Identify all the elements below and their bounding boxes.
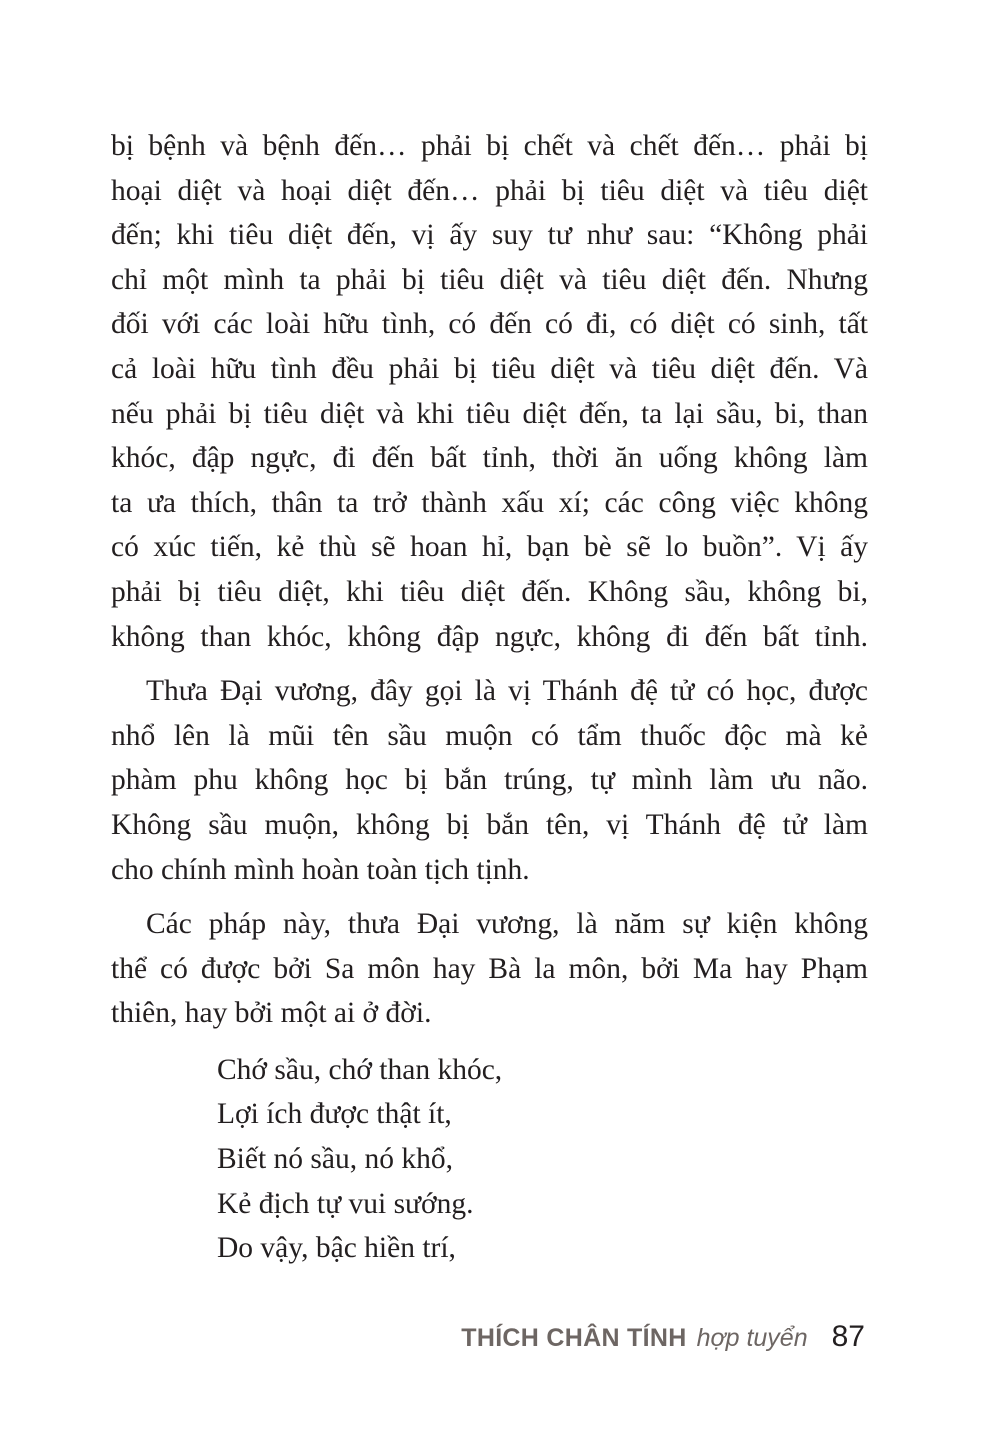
footer-subtitle: hợp tuyển bbox=[696, 1324, 808, 1352]
paragraph-3 bbox=[111, 902, 868, 1036]
verse-line: Chớ sầu, chớ than khóc, bbox=[217, 1053, 503, 1086]
text-line: đến; khi tiêu diệt đến, vị ấy suy tư như sau: “Không phải bbox=[111, 219, 868, 252]
verse-line: Biết nó sầu, nó khổ, bbox=[217, 1143, 453, 1176]
paragraph-2 bbox=[111, 669, 868, 892]
footer-author: THÍCH CHÂN TÍNH bbox=[461, 1324, 687, 1352]
text-line: Thưa Đại vương, đây gọi là vị Thánh đệ tử có học, được bbox=[146, 675, 868, 708]
paragraph-1 bbox=[111, 124, 868, 659]
text-line: nhổ lên là mũi tên sầu muộn có tẩm thuốc độc mà kẻ bbox=[111, 719, 868, 752]
text-line: thiên, hay bởi một ai ở đời. bbox=[111, 997, 432, 1030]
text-line: phải bị tiêu diệt, khi tiêu diệt đến. Không sầu, không bi, bbox=[111, 575, 868, 608]
text-line: ta ưa thích, thân ta trở thành xấu xí; các công việc không bbox=[111, 486, 868, 519]
text-line: cho chính mình hoàn toàn tịch tịnh. bbox=[111, 853, 530, 886]
text-line: Không sầu muộn, không bị bắn tên, vị Thánh đệ tử làm bbox=[111, 808, 868, 841]
body-text bbox=[111, 124, 868, 1271]
text-line: khóc, đập ngực, đi đến bất tỉnh, thời ăn uống không làm bbox=[111, 442, 868, 475]
page-footer bbox=[461, 1320, 865, 1360]
text-line: nếu phải bị tiêu diệt và khi tiêu diệt đến, ta lại sầu, bi, than bbox=[111, 397, 868, 430]
verse-line: Do vậy, bậc hiền trí, bbox=[217, 1232, 456, 1265]
text-line: có xúc tiến, kẻ thù sẽ hoan hỉ, bạn bè sẽ lo buồn”. Vị ấy bbox=[111, 531, 868, 564]
text-line: phàm phu không học bị bắn trúng, tự mình làm ưu não. bbox=[111, 764, 868, 797]
page-number: 87 bbox=[831, 1320, 865, 1353]
verse-line: Kẻ địch tự vui sướng. bbox=[217, 1187, 474, 1220]
text-line: hoại diệt và hoại diệt đến… phải bị tiêu diệt và tiêu diệt bbox=[111, 174, 868, 207]
text-line: cả loài hữu tình đều phải bị tiêu diệt và tiêu diệt đến. Và bbox=[111, 352, 868, 385]
text-line: chỉ một mình ta phải bị tiêu diệt và tiêu diệt đến. Nhưng bbox=[111, 263, 868, 296]
verse bbox=[217, 1048, 868, 1271]
text-line: thể có được bởi Sa môn hay Bà la môn, bởi Ma hay Phạm bbox=[111, 952, 868, 985]
verse-line: Lợi ích được thật ít, bbox=[217, 1098, 452, 1131]
text-line: Các pháp này, thưa Đại vương, là năm sự kiện không bbox=[146, 908, 868, 941]
text-line: đối với các loài hữu tình, có đến có đi, có diệt có sinh, tất bbox=[111, 308, 868, 341]
text-line: không than khóc, không đập ngực, không đi đến bất tỉnh. bbox=[111, 620, 868, 653]
text-line: bị bệnh và bệnh đến… phải bị chết và chết đến… phải bị bbox=[111, 130, 868, 162]
